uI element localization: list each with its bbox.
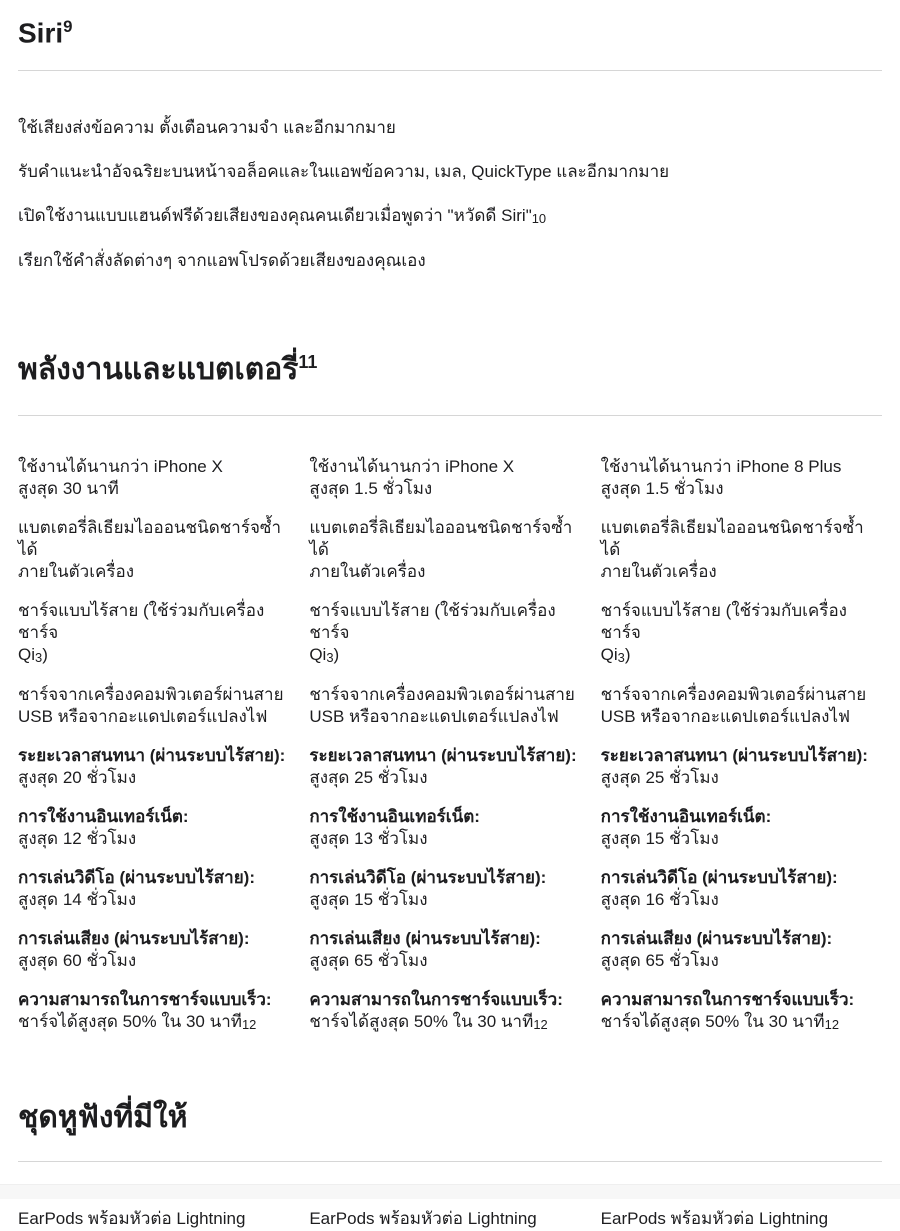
- talk-time-row: [601, 745, 873, 789]
- fast-charge-label: ความสามารถในการชาร์จแบบเร็ว:: [309, 990, 563, 1010]
- video-playback-value: สูงสุด 15 ชั่วโมง: [309, 890, 428, 910]
- battery-longer-than: ใช้งานได้นานกว่า iPhone X: [18, 457, 223, 477]
- usb-charging-text: USB หรือจากอะแดปเตอร์แปลงไฟ: [309, 707, 559, 727]
- audio-playback-label: การเล่นเสียง (ผ่านระบบไร้สาย):: [18, 929, 250, 949]
- battery-longer-than: ใช้งานได้นานกว่า iPhone X: [309, 457, 515, 477]
- section-divider: [18, 1161, 882, 1162]
- battery-type-text: แบตเตอรี่ลิเธียมไอออนชนิดชาร์จซ้ำได้: [309, 518, 573, 560]
- internet-use-label: การใช้งานอินเทอร์เน็ต:: [309, 807, 480, 827]
- battery-column-3: [601, 456, 882, 1051]
- internet-use-label: การใช้งานอินเทอร์เน็ต:: [18, 807, 189, 827]
- talk-time-row: [18, 745, 290, 789]
- qi-close-paren: ): [42, 645, 48, 665]
- usb-charging-row: [309, 684, 581, 728]
- audio-playback-value: สูงสุด 65 ชั่วโมง: [600, 951, 719, 971]
- internet-use-value: สูงสุด 12 ชั่วโมง: [18, 829, 137, 849]
- battery-life-row: [309, 456, 581, 500]
- earpods-item: EarPods พร้อมหัวต่อ Lightning: [18, 1209, 246, 1229]
- section-divider: [18, 415, 882, 416]
- siri-feature-text: เปิดใช้งานแบบแฮนด์ฟรีด้วยเสียงของคุณคนเดียวเมื่อพูดว่า "หวัดดี Siri": [18, 206, 532, 226]
- siri-feature: รับคำแนะนำอัจฉริยะบนหน้าจอล็อคและในแอพข้อความ, เมล, QuickType และอีกมากมาย: [18, 162, 670, 182]
- usb-charging-text: ชาร์จจากเครื่องคอมพิวเตอร์ผ่านสาย: [309, 685, 575, 705]
- wireless-charging-text: ชาร์จแบบไร้สาย (ใช้ร่วมกับเครื่องชาร์จ: [600, 601, 847, 643]
- qi-close-paren: ): [624, 645, 631, 665]
- talk-time-label: ระยะเวลาสนทนา (ผ่านระบบไร้สาย):: [600, 746, 868, 766]
- qi-text: Qi: [18, 645, 35, 665]
- wireless-charging-row: [18, 600, 290, 667]
- fast-charge-footnote-link[interactable]: 12: [241, 1017, 257, 1033]
- battery-type-text: ภายในตัวเครื่อง: [18, 562, 135, 582]
- talk-time-row: [309, 745, 581, 789]
- audio-playback-value: สูงสุด 65 ชั่วโมง: [309, 951, 428, 971]
- internet-use-row: [309, 806, 581, 850]
- siri-feature: เรียกใช้คำสั่งลัดต่างๆ จากแอพโปรดด้วยเสียงของคุณเอง: [18, 251, 426, 271]
- battery-type-row: [601, 517, 873, 583]
- video-playback-value: สูงสุด 14 ชั่วโมง: [18, 890, 137, 910]
- video-playback-value: สูงสุด 16 ชั่วโมง: [600, 890, 719, 910]
- talk-time-label: ระยะเวลาสนทนา (ผ่านระบบไร้สาย):: [309, 746, 577, 766]
- fast-charge-label: ความสามารถในการชาร์จแบบเร็ว:: [600, 990, 855, 1010]
- internet-use-label: การใช้งานอินเทอร์เน็ต:: [600, 807, 772, 827]
- usb-charging-row: [18, 684, 290, 728]
- battery-life-row: [18, 456, 290, 500]
- siri-feature-footnote-link[interactable]: 10: [531, 211, 547, 227]
- video-playback-label: การเล่นวิดีโอ (ผ่านระบบไร้สาย):: [309, 868, 547, 888]
- earpods-item: EarPods พร้อมหัวต่อ Lightning: [600, 1209, 829, 1229]
- headphones-section-heading: ชุดหูฟังที่มีให้: [18, 1101, 188, 1135]
- battery-type-row: [18, 517, 290, 583]
- siri-feature: [18, 203, 882, 229]
- video-playback-row: [601, 867, 873, 911]
- qi-footnote-link[interactable]: 3: [326, 650, 334, 666]
- fast-charge-value: ชาร์จได้สูงสุด 50% ใน 30 นาที: [18, 1012, 242, 1032]
- audio-playback-label: การเล่นเสียง (ผ่านระบบไร้สาย):: [600, 929, 833, 949]
- qi-footnote-link[interactable]: 3: [35, 650, 43, 666]
- battery-column-2: [309, 456, 590, 1051]
- qi-text: Qi: [600, 645, 618, 665]
- battery-heading-text: พลังงานและแบตเตอรี่: [18, 353, 299, 387]
- siri-section-heading: [18, 0, 882, 50]
- fast-charge-footnote-link[interactable]: 12: [824, 1017, 839, 1033]
- usb-charging-text: USB หรือจากอะแดปเตอร์แปลงไฟ: [18, 707, 268, 727]
- fast-charge-value: ชาร์จได้สูงสุด 50% ใน 30 นาที: [309, 1012, 534, 1032]
- video-playback-row: [18, 867, 290, 911]
- siri-feature-list: [18, 115, 882, 273]
- talk-time-value: สูงสุด 25 ชั่วโมง: [600, 768, 719, 788]
- fast-charge-label: ความสามารถในการชาร์จแบบเร็ว:: [18, 990, 272, 1010]
- battery-type-text: ภายในตัวเครื่อง: [600, 562, 717, 582]
- headphones-section: [18, 1097, 882, 1231]
- battery-spec-grid: [18, 456, 882, 1051]
- qi-close-paren: ): [333, 645, 340, 665]
- battery-type-text: แบตเตอรี่ลิเธียมไอออนชนิดชาร์จซ้ำได้: [600, 518, 864, 560]
- section-divider: [18, 70, 882, 71]
- siri-feature: ใช้เสียงส่งข้อความ ตั้งเตือนความจำ และอีกมากมาย: [18, 118, 396, 138]
- battery-type-text: ภายในตัวเครื่อง: [309, 562, 426, 582]
- talk-time-value: สูงสุด 20 ชั่วโมง: [18, 768, 137, 788]
- usb-charging-row: [601, 684, 873, 728]
- audio-playback-value: สูงสุด 60 ชั่วโมง: [18, 951, 137, 971]
- usb-charging-text: ชาร์จจากเครื่องคอมพิวเตอร์ผ่านสาย: [18, 685, 284, 705]
- fast-charge-footnote-link[interactable]: 12: [533, 1017, 548, 1033]
- usb-charging-text: USB หรือจากอะแดปเตอร์แปลงไฟ: [600, 707, 851, 727]
- fast-charge-value: ชาร์จได้สูงสุด 50% ใน 30 นาที: [600, 1012, 825, 1032]
- audio-playback-row: [601, 928, 873, 972]
- fast-charge-row: [601, 989, 873, 1034]
- battery-longer-by: สูงสุด 30 นาที: [18, 479, 119, 499]
- battery-section: [18, 341, 882, 1051]
- internet-use-value: สูงสุด 15 ชั่วโมง: [600, 829, 719, 849]
- earpods-item: EarPods พร้อมหัวต่อ Lightning: [309, 1209, 537, 1229]
- internet-use-row: [601, 806, 873, 850]
- video-playback-label: การเล่นวิดีโอ (ผ่านระบบไร้สาย):: [18, 868, 255, 888]
- video-playback-label: การเล่นวิดีโอ (ผ่านระบบไร้สาย):: [600, 868, 838, 888]
- battery-life-row: [601, 456, 873, 500]
- wireless-charging-text: ชาร์จแบบไร้สาย (ใช้ร่วมกับเครื่องชาร์จ: [18, 601, 265, 643]
- wireless-charging-row: [309, 600, 581, 667]
- internet-use-value: สูงสุด 13 ชั่วโมง: [309, 829, 428, 849]
- siri-title: Siri: [18, 17, 64, 49]
- qi-text: Qi: [309, 645, 327, 665]
- talk-time-label: ระยะเวลาสนทนา (ผ่านระบบไร้สาย):: [18, 746, 286, 766]
- battery-longer-than: ใช้งานได้นานกว่า iPhone 8 Plus: [600, 457, 842, 477]
- usb-charging-text: ชาร์จจากเครื่องคอมพิวเตอร์ผ่านสาย: [600, 685, 867, 705]
- video-playback-row: [309, 867, 581, 911]
- siri-section: [18, 0, 882, 273]
- audio-playback-row: [18, 928, 290, 972]
- fast-charge-row: [18, 989, 290, 1034]
- talk-time-value: สูงสุด 25 ชั่วโมง: [309, 768, 428, 788]
- next-section-divider: [0, 1184, 900, 1199]
- battery-longer-by: สูงสุด 1.5 ชั่วโมง: [309, 479, 433, 499]
- audio-playback-row: [309, 928, 581, 972]
- battery-type-row: [309, 517, 581, 583]
- fast-charge-row: [309, 989, 581, 1034]
- headphones-grid: [18, 1206, 882, 1231]
- battery-section-heading: [18, 341, 882, 391]
- wireless-charging-text: ชาร์จแบบไร้สาย (ใช้ร่วมกับเครื่องชาร์จ: [309, 601, 556, 643]
- battery-longer-by: สูงสุด 1.5 ชั่วโมง: [600, 479, 724, 499]
- siri-footnote-link[interactable]: 9: [63, 17, 73, 36]
- battery-column-1: [18, 456, 299, 1051]
- qi-footnote-link[interactable]: 3: [617, 650, 625, 666]
- battery-footnote-link[interactable]: 11: [298, 352, 318, 373]
- internet-use-row: [18, 806, 290, 850]
- audio-playback-label: การเล่นเสียง (ผ่านระบบไร้สาย):: [309, 929, 541, 949]
- wireless-charging-row: [601, 600, 873, 667]
- battery-type-text: แบตเตอรี่ลิเธียมไอออนชนิดชาร์จซ้ำได้: [18, 518, 282, 560]
